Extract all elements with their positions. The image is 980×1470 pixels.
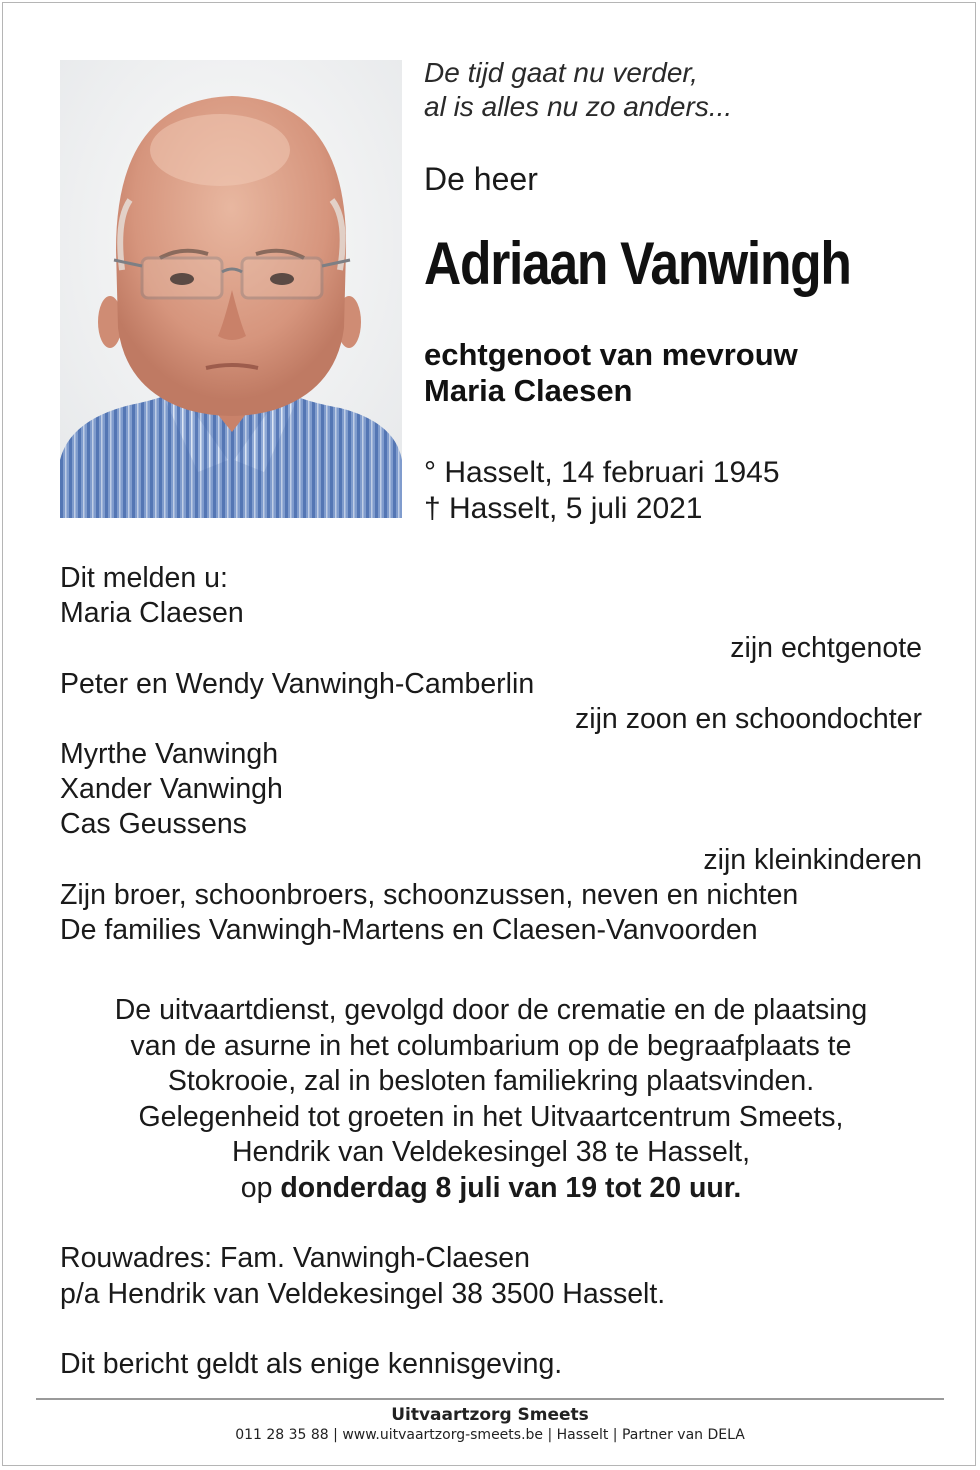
life-dates	[424, 455, 780, 527]
family-announcement	[60, 561, 922, 948]
spouse-relation: echtgenoot van mevrouw	[424, 337, 798, 372]
address-line-2: p/a Hendrik van Veldekesingel 38 3500 Hasselt.	[60, 1277, 666, 1310]
service-line: Stokrooie, zal in besloten familiekring plaatsvinden.	[167, 1065, 815, 1097]
family-line: Cas Geussens	[60, 808, 247, 841]
death-date: † Hasselt, 5 juli 2021	[424, 492, 703, 525]
visitation-time	[60, 1171, 922, 1207]
visitation-date: donderdag 8 juli van 19 tot 20 uur.	[280, 1171, 742, 1204]
family-relation: zijn echtgenote	[730, 632, 922, 665]
family-line: Maria Claesen	[60, 597, 244, 630]
quote-line-2: al is alles nu zo anders...	[424, 91, 733, 122]
birth-date: ° Hasselt, 14 februari 1945	[424, 456, 780, 489]
funeral-home-contact: 011 28 35 88 | www.uitvaartzorg-smeets.be | Hasselt | Partner van DELA	[235, 1427, 745, 1443]
address-line-1: Rouwadres: Fam. Vanwingh-Claesen	[60, 1242, 530, 1274]
service-line: Gelegenheid tot groeten in het Uitvaartcentrum Smeets,	[138, 1100, 844, 1133]
mourning-address	[60, 1241, 665, 1312]
service-line: Hendrik van Veldekesingel 38 te Hasselt,	[231, 1136, 751, 1168]
family-line: Myrthe Vanwingh	[60, 738, 279, 771]
portrait-illustration	[60, 60, 402, 518]
family-line: Peter en Wendy Vanwingh-Camberlin	[60, 667, 535, 700]
visitation-prefix: op	[240, 1171, 281, 1204]
family-line: Xander Vanwingh	[60, 773, 283, 806]
funeral-service-details	[60, 993, 922, 1206]
deceased-name: Adriaan Vanwingh	[424, 230, 851, 297]
family-relation: zijn zoon en schoondochter	[575, 702, 922, 735]
funeral-home-name: Uitvaartzorg Smeets	[391, 1405, 589, 1425]
quote-line-1: De tijd gaat nu verder,	[424, 57, 698, 88]
service-line: De uitvaartdienst, gevolgd door de crematie en de plaatsing	[114, 994, 868, 1026]
family-line: Dit melden u:	[60, 562, 228, 594]
salutation: De heer	[424, 161, 538, 197]
footer-divider	[36, 1398, 944, 1400]
family-line: Zijn broer, schoonbroers, schoonzussen, neven en nichten	[60, 878, 799, 911]
spouse-name: Maria Claesen	[424, 373, 633, 408]
spouse-line	[424, 337, 798, 409]
memorial-quote	[424, 56, 732, 124]
service-line: van de asurne in het columbarium op de begraafplaats te	[130, 1029, 852, 1062]
family-relation: zijn kleinkinderen	[703, 843, 922, 876]
portrait-photo	[60, 60, 402, 518]
notice-text: Dit bericht geldt als enige kennisgeving.	[60, 1348, 563, 1380]
family-line: De families Vanwingh-Martens en Claesen-Vanvoorden	[60, 914, 758, 947]
